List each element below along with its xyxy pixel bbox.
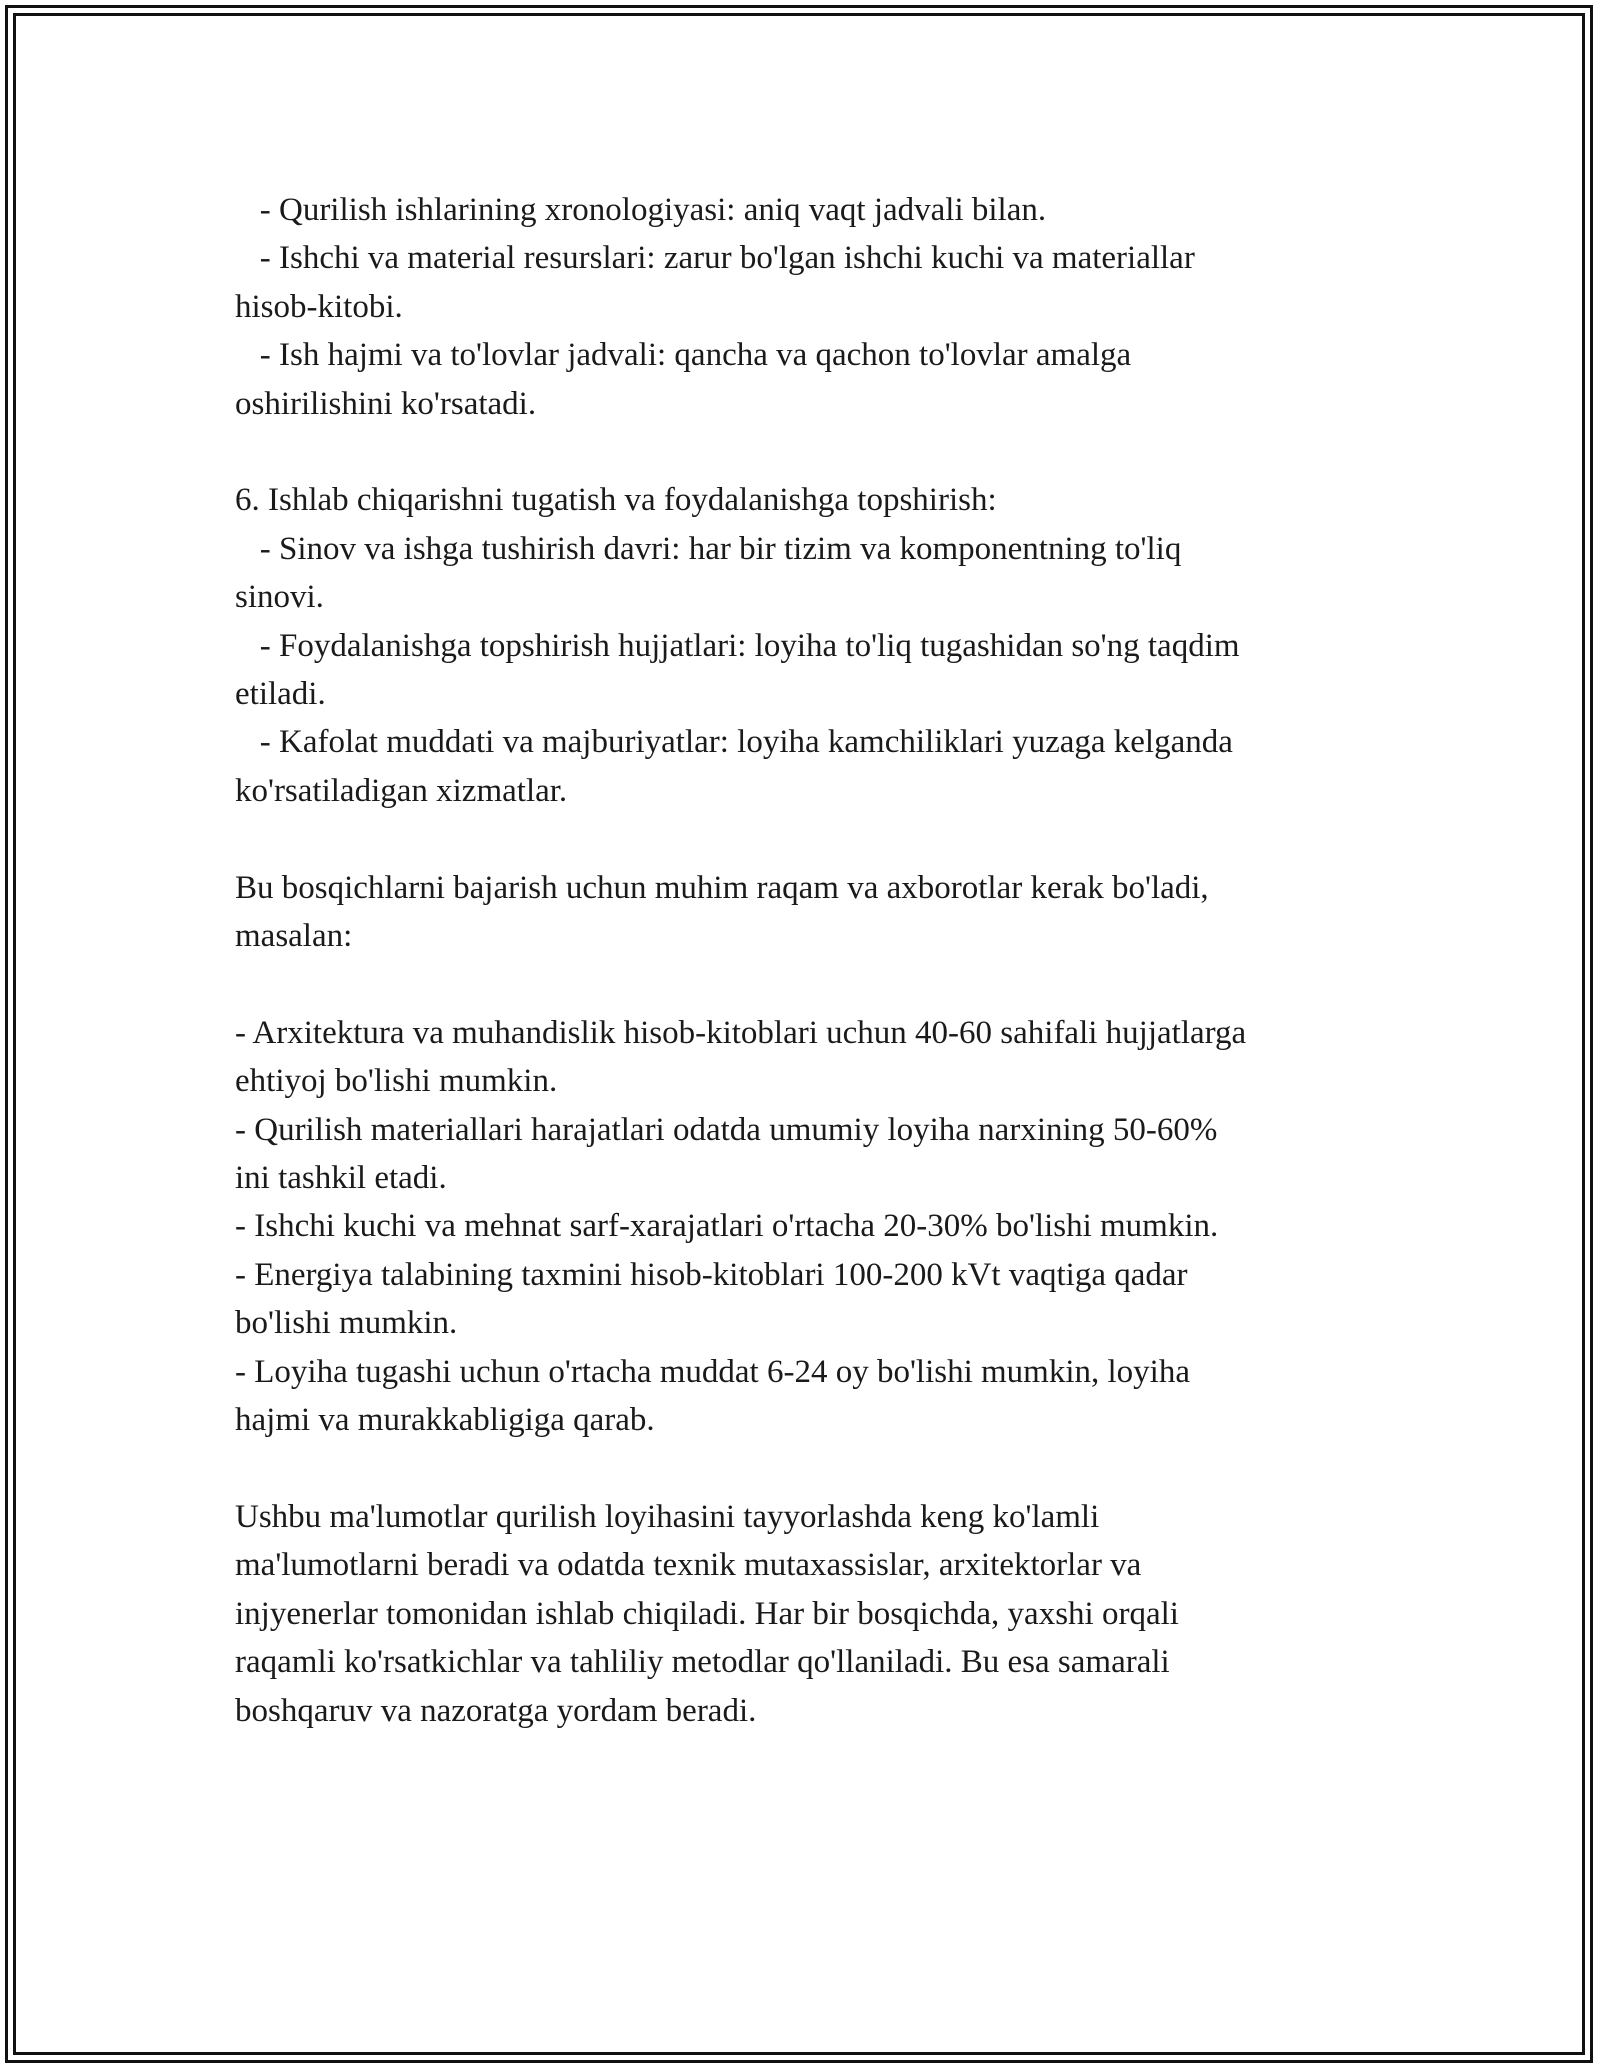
text-line: - Kafolat muddati va majburiyatlar: loyiha kamchiliklari yuzaga kelganda <box>235 724 1233 761</box>
text-line: raqamli ko'rsatkichlar va tahliliy metodlar qo'llaniladi. Bu esa samarali <box>235 1644 1170 1681</box>
text-line: ini tashkil etadi. <box>235 1160 447 1197</box>
text-line: ko'rsatiladigan xizmatlar. <box>235 772 568 809</box>
text-line: hisob-kitobi. <box>235 288 403 325</box>
text-line: sinovi. <box>235 579 324 616</box>
text-line: boshqaruv va nazoratga yordam beradi. <box>235 1692 757 1729</box>
text-line: - Qurilish materiallari harajatlari odatda umumiy loyiha narxining 50-60% <box>235 1111 1218 1148</box>
text-line: hajmi va murakkabligiga qarab. <box>235 1402 655 1439</box>
text-line: bo'lishi mumkin. <box>235 1305 458 1342</box>
text-line: masalan: <box>235 918 353 955</box>
text-line: ehtiyoj bo'lishi mumkin. <box>235 1063 558 1100</box>
text-line: Bu bosqichlarni bajarish uchun muhim raqam va axborotlar kerak bo'ladi, <box>235 869 1209 906</box>
text-line: - Arxitektura va muhandislik hisob-kitoblari uchun 40-60 sahifali hujjatlarga <box>235 1014 1247 1051</box>
text-line: etiladi. <box>235 676 326 713</box>
text-line: - Sinov va ishga tushirish davri: har bir tizim va komponentning to'liq <box>235 530 1182 567</box>
paragraph-gap <box>235 428 1375 476</box>
text-line: injyenerlar tomonidan ishlab chiqiladi. Har bir bosqichda, yaxshi orqali <box>235 1595 1179 1632</box>
text-line: - Qurilish ishlarining xronologiyasi: aniq vaqt jadvali bilan. <box>235 192 1047 228</box>
text-line: - Ishchi va material resurslari: zarur bo'lgan ishchi kuchi va materiallar <box>235 240 1195 277</box>
document-body <box>235 186 1375 1735</box>
paragraph-gap <box>235 960 1375 1008</box>
paragraph-gap <box>235 815 1375 863</box>
text-line: - Loyiha tugashi uchun o'rtacha muddat 6-24 oy bo'lishi mumkin, loyiha <box>235 1353 1190 1390</box>
text-line: oshirilishini ko'rsatadi. <box>235 385 537 422</box>
text-line: - Energiya talabining taxmini hisob-kitoblari 100-200 kVt vaqtiga qadar <box>235 1256 1188 1293</box>
paragraph-gap <box>235 1445 1375 1493</box>
text-line: - Ish hajmi va to'lovlar jadvali: qancha va qachon to'lovlar amalga <box>235 337 1132 374</box>
section-heading: 6. Ishlab chiqarishni tugatish va foydalanishga topshirish: <box>235 482 997 519</box>
text-line: ma'lumotlarni beradi va odatda texnik mutaxassislar, arxitektorlar va <box>235 1547 1142 1584</box>
text-line: - Ishchi kuchi va mehnat sarf-xarajatlari o'rtacha 20-30% bo'lishi mumkin. <box>235 1208 1219 1245</box>
text-line: Ushbu ma'lumotlar qurilish loyihasini tayyorlashda keng ko'lamli <box>235 1498 1100 1535</box>
text-line: - Foydalanishga topshirish hujjatlari: loyiha to'liq tugashidan so'ng taqdim <box>235 627 1240 664</box>
